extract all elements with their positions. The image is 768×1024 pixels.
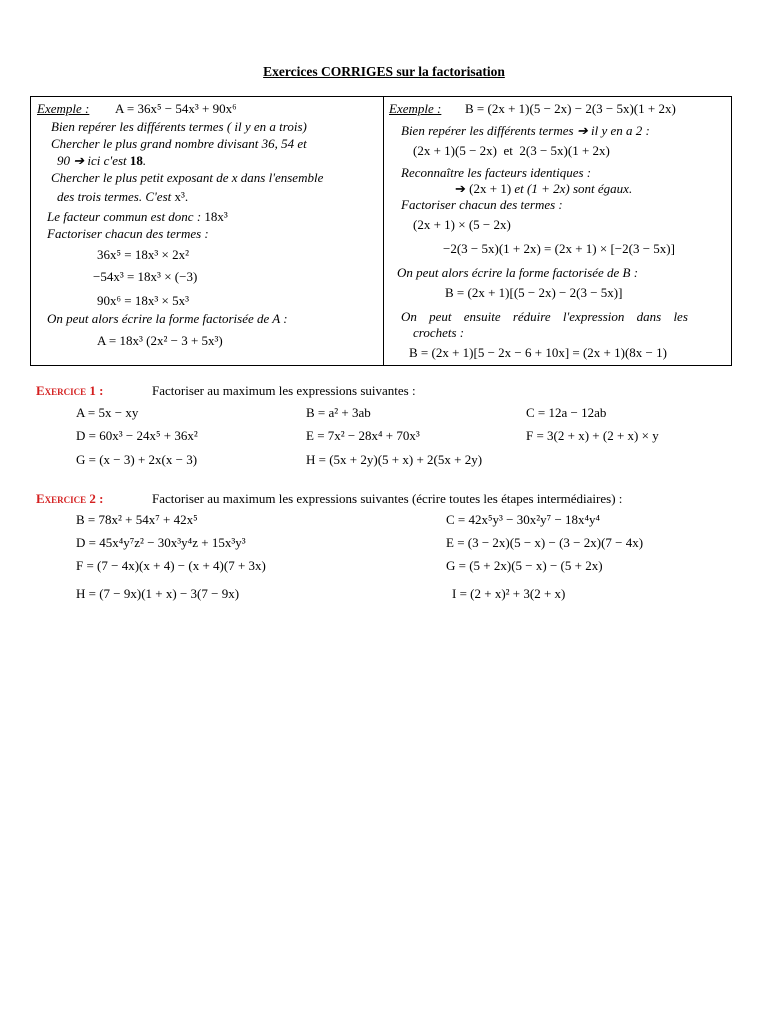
ex1-expr-B: B = a² + 3ab [306,405,371,420]
ex2-expr-F: F = (7 − 4x)(x + 4) − (x + 4)(7 + 3x) [76,558,266,573]
ex2-expr-D: D = 45x⁴y⁷z² − 30x³y⁴z + 15x³y³ [76,535,246,550]
right-step-1: Bien repérer les différents termes ➔ il y en a 2 : [401,123,650,138]
right-result-1: B = (2x + 1)[(5 − 2x) − 2(3 − 5x)] [445,285,623,300]
right-factor-2: −2(3 − 5x)(1 + 2x) = (2x + 1) × [−2(3 − 5x)] [443,241,675,256]
ex2-expr-G: G = (5 + 2x)(5 − x) − (5 + 2x) [446,558,603,573]
ex1-expr-E: E = 7x² − 28x⁴ + 70x³ [306,428,420,443]
page-title: Exercices CORRIGES sur la factorisation [263,64,505,79]
right-step-3: ➔ (2x + 1) et (1 + 2x) sont égaux. [455,181,633,196]
exercise-1-header [36,383,104,399]
left-term-1: 36x⁵ = 18x³ × 2x² [97,247,189,262]
right-terms: (2x + 1)(5 − 2x) et 2(3 − 5x)(1 + 2x) [413,143,610,158]
examples-box [30,96,732,366]
right-step-4: Factoriser chacun des termes : [401,197,563,212]
ex1-expr-C: C = 12a − 12ab [526,405,607,420]
exercise-2-label: Exercice 2 : [36,491,104,506]
right-example-label: Exemple : [389,101,442,116]
left-step-factor: Factoriser chacun des termes : [47,226,209,241]
ex2-expr-C: C = 42x⁵y³ − 30x²y⁷ − 18x⁴y⁴ [446,512,601,527]
left-step-4: Chercher le plus petit exposant de x dans l'ensemble [51,170,324,185]
exercise-1-label: Exercice 1 : [36,383,104,398]
right-example-expr: B = (2x + 1)(5 − 2x) − 2(3 − 5x)(1 + 2x) [465,101,676,116]
ex1-expr-F: F = 3(2 + x) + (2 + x) × y [526,428,659,443]
left-conclusion: On peut alors écrire la forme factorisée de A : [47,311,288,326]
left-term-3: 90x⁶ = 18x³ × 5x³ [97,293,189,308]
ex2-expr-E: E = (3 − 2x)(5 − x) − (3 − 2x)(7 − 4x) [446,535,644,550]
left-term-2: −54x³ = 18x³ × (−3) [93,269,198,284]
left-example-expr: A = 36x⁵ − 54x³ + 90x⁶ [115,101,237,116]
left-step-3: 90 ➔ ici c'est 18. [57,153,147,168]
right-factor-1: (2x + 1) × (5 − 2x) [413,217,511,232]
ex1-expr-A: A = 5x − xy [76,405,139,420]
right-step-2: Reconnaître les facteurs identiques : [401,165,592,180]
left-step-1: Bien repérer les différents termes ( il y en a trois) [51,119,307,134]
exercise-1-instruction: Factoriser au maximum les expressions suivantes : [152,383,416,398]
right-step-5: On peut alors écrire la forme factorisée de B : [397,265,639,280]
ex2-expr-B: B = 78x² + 54x⁷ + 42x⁵ [76,512,198,527]
exercise-2-header [36,491,104,507]
ex1-expr-H: H = (5x + 2y)(5 + x) + 2(5x + 2y) [306,452,483,467]
right-step-6: On peut ensuite réduire l'expression dans les [401,309,688,324]
arrow-icon: ➔ [576,123,588,138]
left-step-2: Chercher le plus grand nombre divisant 36, 54 et [51,136,307,151]
ex2-expr-H: H = (7 − 9x)(1 + x) − 3(7 − 9x) [76,586,240,601]
arrow-icon: ➔ [73,153,85,168]
exercise-2-instruction: Factoriser au maximum les expressions suivantes (écrire toutes les étapes intermédiaires) : [152,491,623,506]
arrow-icon: ➔ [455,181,466,196]
ex1-expr-G: G = (x − 3) + 2x(x − 3) [76,452,198,467]
right-result-2: B = (2x + 1)[5 − 2x − 6 + 10x] = (2x + 1)(8x − 1) [409,345,667,360]
left-step-5: des trois termes. C'est x³. [57,189,189,204]
left-common-factor: Le facteur commun est donc : 18x³ [47,209,228,224]
left-result: A = 18x³ (2x² − 3 + 5x³) [97,333,223,348]
left-example-label: Exemple : [37,101,90,116]
column-divider [383,97,384,365]
right-step-7: crochets : [413,325,465,340]
ex2-expr-I: I = (2 + x)² + 3(2 + x) [452,586,566,601]
ex1-expr-D: D = 60x³ − 24x⁵ + 36x² [76,428,198,443]
